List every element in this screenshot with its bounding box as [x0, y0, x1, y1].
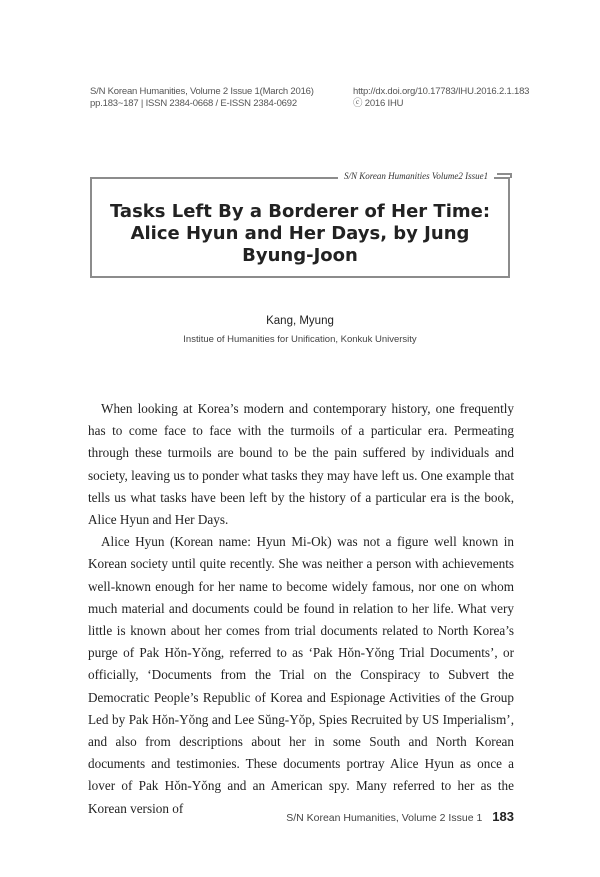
doi-link[interactable]: http://dx.doi.org/10.17783/IHU.2016.2.1.183 — [353, 86, 530, 97]
article-body — [88, 398, 514, 820]
title-line: Alice Hyun and Her Days, by Jung — [130, 223, 470, 244]
journal-info — [90, 86, 314, 110]
page-footer — [0, 809, 514, 824]
article-title — [92, 201, 508, 267]
body-paragraph: When looking at Korea’s modern and contemporary history, one frequently has to come face to face with the turmoils of a particular era. Permeating through these turmoils are bound to be the pain suffered by individuals and society, leaving us to ponder what tasks they may have left us. One example that tells us what tasks have been left by the history of a particular era is the book, Alice Hyun and Her Days. — [88, 401, 514, 528]
page-number: 183 — [492, 809, 514, 824]
title-frame-corner — [497, 173, 512, 178]
body-paragraph: Alice Hyun (Korean name: Hyun Mi-Ok) was not a figure well known in Korean society until quite recently. She was neither a person with achievements well-known enough for her name to become widely famous, nor one on whom much material and documents could be found in relation to her life. What very little is known about her comes from trial documents related to North Korea’s purge of Pak Hŏn-Yŏng, referred to as ‘Pak Hŏn-Yŏng Trial Documents’, or officially, ‘Documents from the Trial on the Conspiracy to Subvert the Democratic People’s Republic of Korea and Espionage Activities of the Group Led by Pak Hŏn-Yŏng and Lee Sŭng-Yŏp, Spies Recruited by US Imperialism’, and also from descriptions about her in some South and North Korean documents and testimonies. These documents portray Alice Hyun as once a lover of Pak Hŏn-Yŏng and an American spy. Many referred to her as the Korean version of — [88, 534, 514, 816]
series-tag: S/N Korean Humanities Volume2 Issue1 — [338, 169, 494, 183]
title-line: Tasks Left By a Borderer of Her Time: — [109, 201, 491, 222]
journal-line-2: pp.183~187 | ISSN 2384-0668 / E-ISSN 2384-0692 — [90, 98, 297, 109]
journal-line-1: S/N Korean Humanities, Volume 2 Issue 1(March 2016) — [90, 86, 314, 97]
author-affiliation: Institue of Humanities for Unification, Konkuk University — [183, 334, 417, 345]
footer-journal: S/N Korean Humanities, Volume 2 Issue 1 — [286, 812, 483, 824]
doi-info — [353, 86, 529, 110]
author-name: Kang, Myung — [266, 315, 334, 327]
title-line: Byung-Joon — [242, 245, 358, 266]
copyright-notice: ⓒ 2016 IHU — [353, 98, 404, 109]
